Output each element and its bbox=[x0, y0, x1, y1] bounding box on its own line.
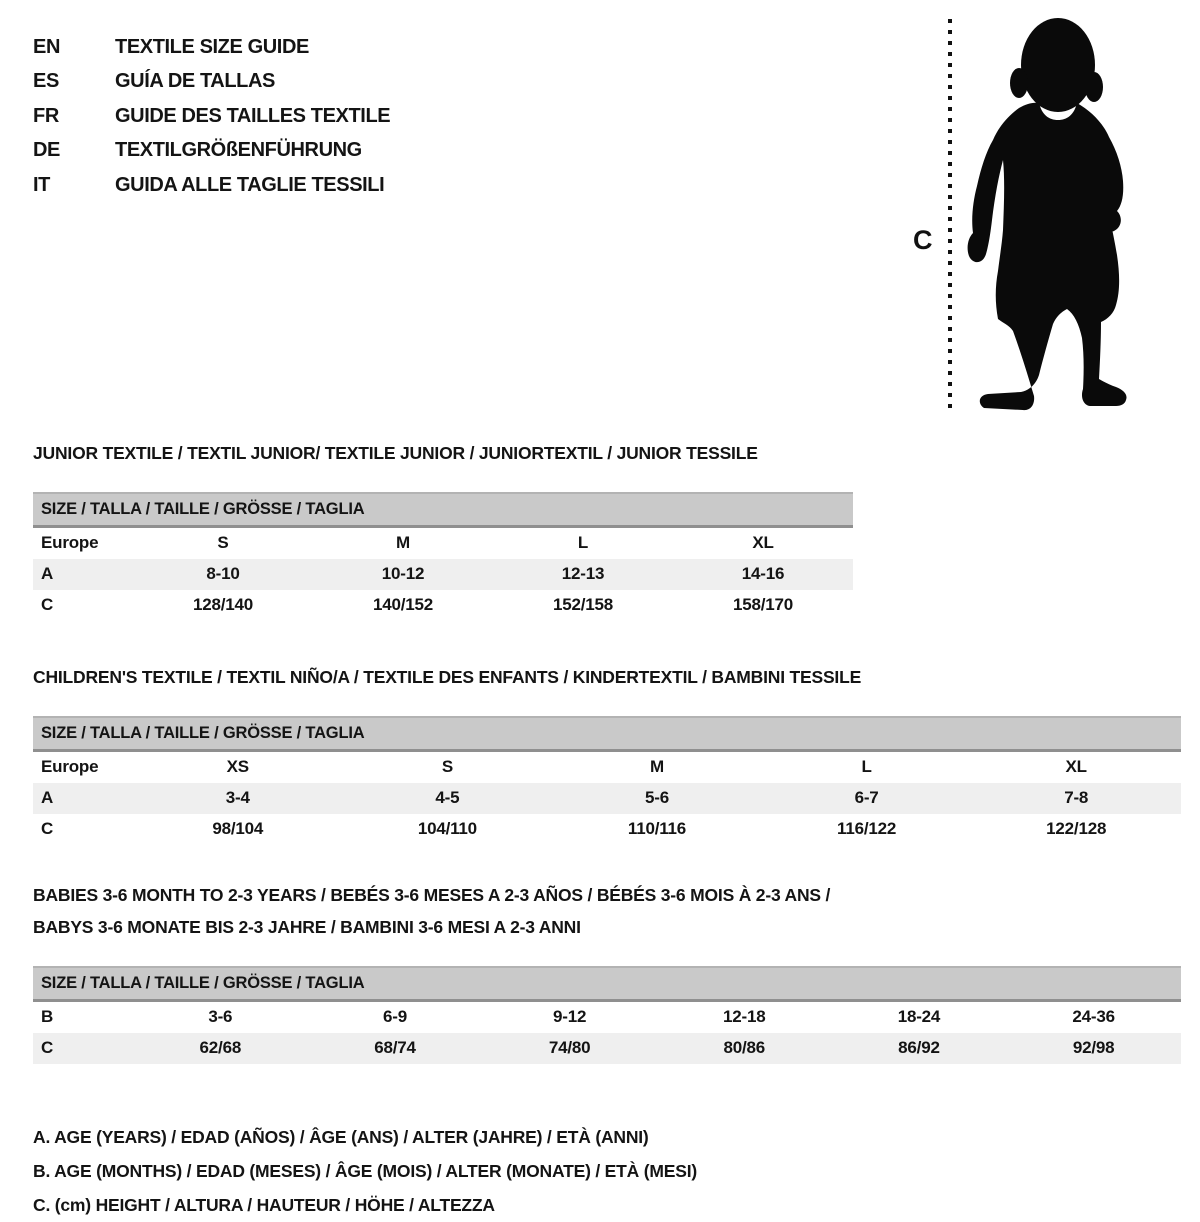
table-row bbox=[33, 526, 853, 559]
cell-value: 116/122 bbox=[837, 819, 897, 838]
cell-value: S bbox=[217, 533, 229, 552]
cell-value: 24-36 bbox=[1072, 1007, 1115, 1026]
cell-value: M bbox=[650, 757, 664, 776]
language-label: GUÍA DE TALLAS bbox=[115, 70, 275, 93]
cell-value: XS bbox=[226, 757, 249, 776]
section-title bbox=[33, 879, 1180, 943]
table-row bbox=[33, 814, 1181, 845]
legend-line-b: B. AGE (MONTHS) / EDAD (MESES) / ÂGE (MOIS) / ALTER (MONATE) / ETÀ (MESI) bbox=[33, 1160, 697, 1181]
cell-value: 12-18 bbox=[723, 1007, 766, 1026]
cell-value: XL bbox=[752, 533, 774, 552]
section-title: JUNIOR TEXTILE / TEXTIL JUNIOR/ TEXTILE JUNIOR / JUNIORTEXTIL / JUNIOR TESSILE bbox=[33, 442, 758, 463]
legend bbox=[33, 1120, 1180, 1222]
cell-value: 4-5 bbox=[435, 788, 460, 807]
language-code: DE bbox=[33, 139, 60, 162]
cell-value: 14-16 bbox=[741, 564, 785, 583]
table-row bbox=[33, 590, 853, 621]
cell-value: L bbox=[861, 757, 872, 776]
language-code: IT bbox=[33, 173, 50, 196]
babies-size-table bbox=[33, 966, 1181, 1064]
cell-value: 74/80 bbox=[548, 1038, 591, 1057]
row-label: C bbox=[41, 819, 54, 838]
cell-value: 98/104 bbox=[212, 819, 264, 838]
junior-size-table bbox=[33, 492, 853, 621]
legend-line-c: C. (cm) HEIGHT / ALTURA / HAUTEUR / HÖHE / ALTEZZA bbox=[33, 1194, 495, 1215]
row-label: C bbox=[41, 595, 54, 614]
section-title: CHILDREN'S TEXTILE / TEXTIL NIÑO/A / TEXTILE DES ENFANTS / KINDERTEXTIL / BAMBINI TESSILE bbox=[33, 666, 862, 687]
cell-value: 5-6 bbox=[644, 788, 669, 807]
section-babies-textile bbox=[33, 879, 1180, 1064]
language-label: GUIDE DES TAILLES TEXTILE bbox=[115, 104, 391, 127]
language-label: GUIDA ALLE TAGLIE TESSILI bbox=[115, 173, 385, 196]
row-label: A bbox=[41, 788, 54, 807]
table-header-row bbox=[33, 493, 853, 527]
language-label: TEXTILGRÖßENFÜHRUNG bbox=[115, 139, 362, 162]
section-title-line: BABIES 3-6 MONTH TO 2-3 YEARS / BEBÉS 3-6 MESES A 2-3 AÑOS / BÉBÉS 3-6 MOIS À 2-3 ANS / bbox=[33, 884, 831, 905]
table-row bbox=[33, 559, 853, 590]
cell-value: XL bbox=[1065, 757, 1087, 776]
row-label: Europe bbox=[41, 533, 99, 552]
table-header-row bbox=[33, 967, 1181, 1001]
cell-value: 12-13 bbox=[561, 564, 605, 583]
cell-value: L bbox=[577, 533, 589, 552]
row-label: B bbox=[41, 1007, 54, 1026]
cell-value: S bbox=[441, 757, 453, 776]
language-label: TEXTILE SIZE GUIDE bbox=[115, 35, 309, 58]
table-header-row bbox=[33, 717, 1181, 751]
toddler-silhouette-icon bbox=[968, 18, 1127, 410]
row-label: A bbox=[41, 564, 54, 583]
cell-value: 104/110 bbox=[417, 819, 477, 838]
cell-value: 3-4 bbox=[225, 788, 250, 807]
language-code: FR bbox=[33, 104, 59, 127]
height-figure bbox=[895, 5, 1195, 425]
cell-value: M bbox=[396, 533, 410, 552]
cell-value: 9-12 bbox=[553, 1007, 587, 1026]
cell-value: 6-9 bbox=[382, 1007, 407, 1026]
height-label: C bbox=[913, 225, 933, 255]
table-row bbox=[33, 1000, 1181, 1033]
cell-value: 3-6 bbox=[208, 1007, 233, 1026]
language-code: EN bbox=[33, 35, 60, 58]
cell-value: 8-10 bbox=[206, 564, 240, 583]
cell-value: 68/74 bbox=[374, 1038, 416, 1057]
table-row bbox=[33, 1033, 1181, 1064]
legend-line-a: A. AGE (YEARS) / EDAD (AÑOS) / ÂGE (ANS) / ALTER (JAHRE) / ETÀ (ANNI) bbox=[33, 1126, 649, 1147]
cell-value: 80/86 bbox=[723, 1038, 766, 1057]
cell-value: 6-7 bbox=[854, 788, 879, 807]
section-childrens-textile bbox=[33, 661, 1180, 845]
cell-value: 158/170 bbox=[732, 595, 794, 614]
row-label: Europe bbox=[41, 757, 99, 776]
cell-value: 7-8 bbox=[1064, 788, 1089, 807]
children-size-table bbox=[33, 716, 1181, 845]
section-junior-textile bbox=[33, 437, 1180, 621]
table-header-band: SIZE / TALLA / TAILLE / GRÖSSE / TAGLIA bbox=[33, 717, 1181, 751]
language-code: ES bbox=[33, 70, 59, 93]
cell-value: 122/128 bbox=[1046, 819, 1107, 838]
section-title-line: BABYS 3-6 MONATE BIS 2-3 JAHRE / BAMBINI 3-6 MESI A 2-3 ANNI bbox=[33, 916, 581, 937]
table-row bbox=[33, 750, 1181, 783]
cell-value: 18-24 bbox=[897, 1007, 941, 1026]
cell-value: 10-12 bbox=[381, 564, 425, 583]
table-row bbox=[33, 783, 1181, 814]
row-label: C bbox=[41, 1038, 54, 1057]
table-header-band: SIZE / TALLA / TAILLE / GRÖSSE / TAGLIA bbox=[33, 493, 853, 527]
cell-value: 140/152 bbox=[372, 595, 434, 614]
cell-value: 110/116 bbox=[627, 819, 687, 838]
table-header-band: SIZE / TALLA / TAILLE / GRÖSSE / TAGLIA bbox=[33, 967, 1181, 1001]
cell-value: 92/98 bbox=[1072, 1038, 1115, 1057]
cell-value: 62/68 bbox=[199, 1038, 242, 1057]
cell-value: 152/158 bbox=[552, 595, 614, 614]
cell-value: 86/92 bbox=[898, 1038, 940, 1057]
cell-value: 128/140 bbox=[192, 595, 254, 614]
